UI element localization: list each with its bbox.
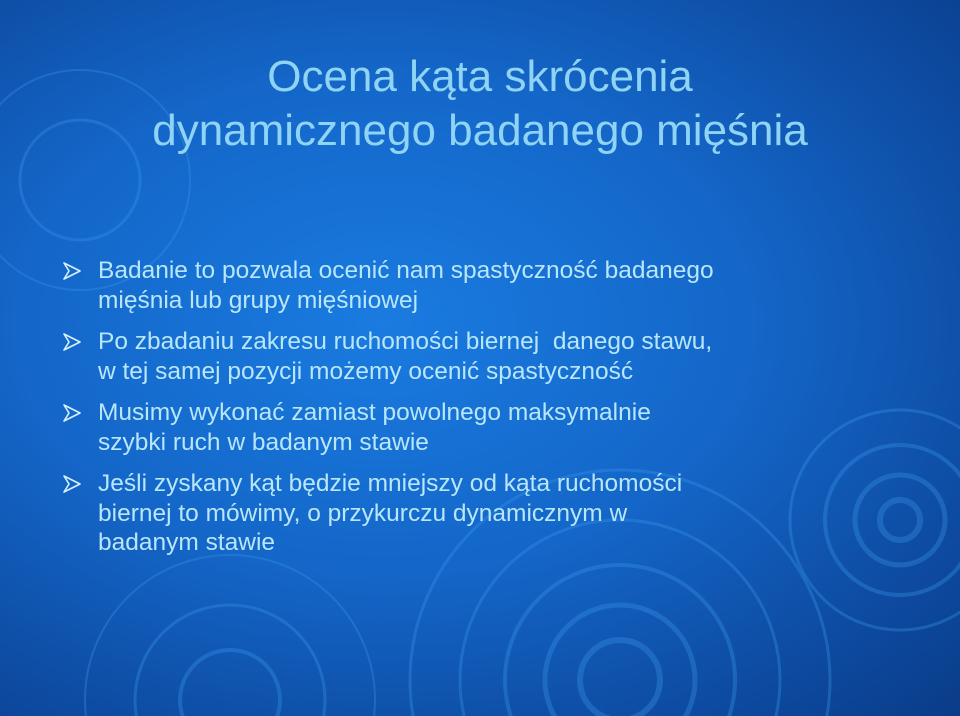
bullet-line: Jeśli zyskany kąt będzie mniejszy od kąta ruchomości: [98, 470, 683, 497]
bullet-line: badanym stawie: [98, 529, 276, 556]
bullet-item: [62, 256, 942, 315]
arrowhead-bullet-icon: [62, 404, 82, 422]
bullet-list: [62, 256, 942, 570]
bullet-line: Po zbadaniu zakresu ruchomości biernej danego stawu,: [98, 328, 713, 355]
slide-title: [0, 50, 960, 158]
bullet-line: szybki ruch w badanym stawie: [98, 428, 429, 456]
bullet-item: [62, 398, 942, 457]
bullet-line: Badanie to pozwala ocenić nam spastyczność badanego: [98, 257, 714, 284]
arrowhead-bullet-icon: [62, 333, 82, 351]
bullet-item: [62, 469, 942, 558]
arrowhead-bullet-icon: [62, 475, 82, 493]
bullet-line: mięśnia lub grupy mięśniowej: [98, 286, 419, 314]
bullet-item: [62, 327, 942, 386]
bullet-line: biernej to mówimy, o przykurczu dynamicznym w: [98, 499, 628, 527]
title-line-1: Ocena kąta skrócenia: [267, 52, 693, 101]
bullet-line: Musimy wykonać zamiast powolnego maksymalnie: [98, 399, 651, 426]
title-line-2: dynamicznego badanego mięśnia: [152, 106, 808, 155]
arrowhead-bullet-icon: [62, 262, 82, 280]
bullet-line: w tej samej pozycji możemy ocenić spastyczność: [98, 357, 634, 385]
